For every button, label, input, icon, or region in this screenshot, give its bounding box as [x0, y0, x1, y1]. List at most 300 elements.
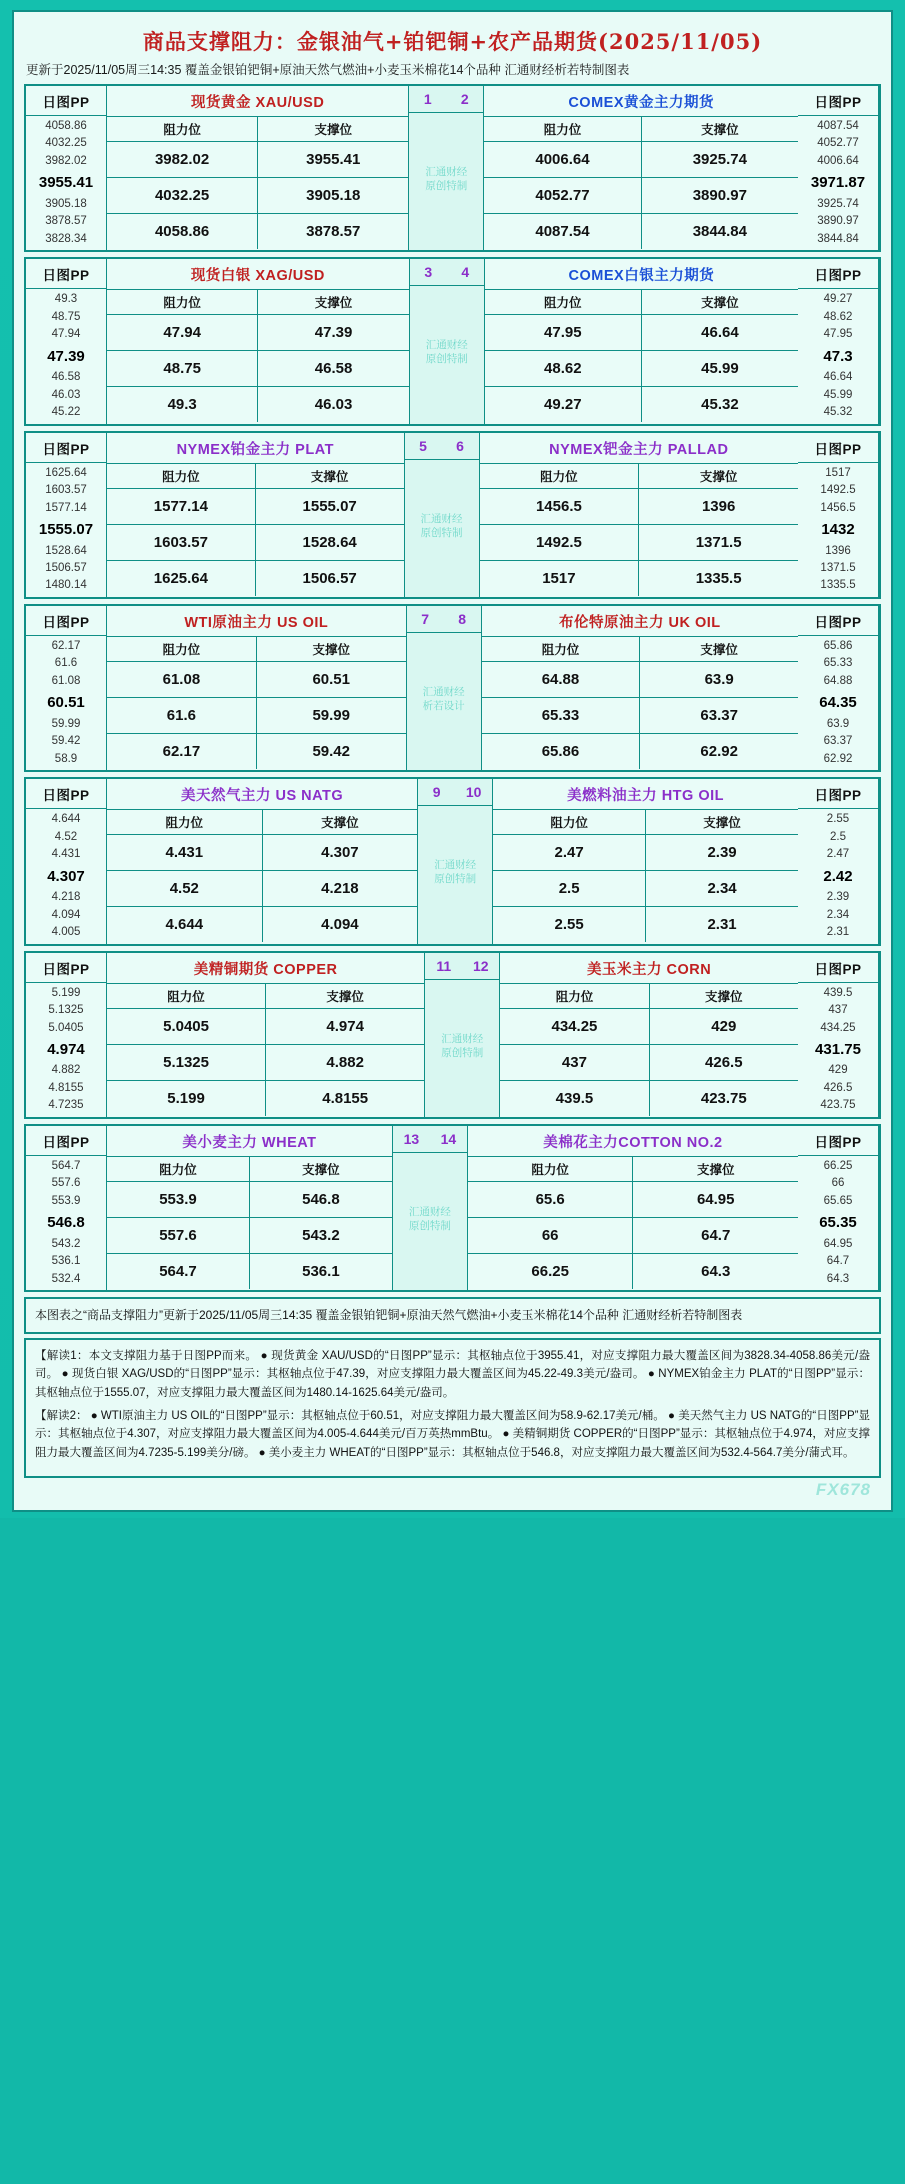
- index-column: [392, 1126, 468, 1290]
- table-row: [107, 142, 408, 178]
- pp-level: 49.3: [54, 293, 78, 306]
- pp-level: 64.95: [823, 1237, 853, 1250]
- resistance-header: 阻力位: [107, 1157, 250, 1181]
- resistance-header: 阻力位: [107, 117, 258, 141]
- resistance-header: 阻力位: [468, 1157, 634, 1181]
- pp-level: 434.25: [820, 1021, 856, 1034]
- support-value: 3844.84: [692, 223, 747, 240]
- instrument-block: [24, 257, 881, 425]
- support-header: 支撑位: [701, 296, 739, 311]
- watermark-fx678: FX678: [815, 1480, 871, 1500]
- instrument-name: 美天然气主力 US NATG: [107, 779, 417, 810]
- pp-header: 日图PP: [798, 779, 878, 809]
- table-row: [107, 734, 406, 769]
- blocks-container: [24, 84, 881, 1292]
- instrument-name: 布伦特原油主力 UK OIL: [482, 606, 798, 637]
- table-row: [107, 1218, 392, 1254]
- table-row: [107, 315, 409, 351]
- panel-index-left: 1: [423, 91, 432, 107]
- pp-level: 45.22: [51, 406, 81, 419]
- table-row: [485, 387, 798, 422]
- pp-level: 65.86: [823, 639, 853, 652]
- pp-level: 3905.18: [45, 197, 87, 210]
- resistance-value: 66.25: [468, 1254, 634, 1289]
- support-header: 支撑位: [314, 123, 352, 137]
- table-row: [493, 871, 798, 907]
- resistance-value: 2.5: [493, 871, 646, 907]
- pp-level: 2.34: [826, 908, 850, 921]
- pp-header: 日图PP: [798, 953, 878, 983]
- pp-level: 4.005: [51, 926, 81, 939]
- support-header: 支撑位: [314, 296, 353, 311]
- pp-level: 2.31: [826, 926, 850, 939]
- pp-level: 429: [828, 1064, 848, 1077]
- pp-level: 61.6: [54, 657, 78, 670]
- support-value: 45.32: [701, 396, 739, 414]
- pp-level: 64.7: [826, 1255, 850, 1268]
- pp-level: 437: [828, 1004, 848, 1017]
- table-row: [107, 698, 406, 734]
- support-value: 546.8: [250, 1182, 392, 1218]
- support-header: 支撑位: [326, 989, 364, 1004]
- pp-level: 63.37: [823, 735, 853, 748]
- support-value: 3925.74: [642, 142, 798, 178]
- table-row: [468, 1182, 798, 1218]
- table-row: [107, 351, 409, 387]
- instrument-name: 美玉米主力 CORN: [500, 953, 798, 984]
- table-row: [485, 315, 798, 351]
- resistance-value: 4087.54: [484, 214, 641, 249]
- pp-level: 65.33: [823, 657, 853, 670]
- index-column: [417, 779, 493, 943]
- resistance-value: 3982.02: [107, 142, 258, 178]
- pp-level: 3844.84: [817, 232, 859, 245]
- support-header: 支撑位: [700, 642, 738, 657]
- pivot-value: 431.75: [815, 1040, 861, 1058]
- support-value: 63.9: [640, 662, 798, 698]
- panel-index-right: 4: [461, 264, 470, 281]
- table-row: [484, 142, 798, 178]
- support-value: 2.39: [646, 835, 798, 871]
- pp-level: 426.5: [823, 1081, 853, 1094]
- pp-level: 1371.5: [820, 562, 856, 574]
- instrument-name: 美燃料油主力 HTG OIL: [493, 779, 798, 810]
- pivot-point-column: [798, 1126, 879, 1290]
- resistance-value: 4032.25: [107, 178, 258, 214]
- pivot-value: 1555.07: [38, 521, 94, 539]
- table-row: [484, 178, 798, 214]
- resistance-value: 62.17: [107, 734, 257, 769]
- table-row: [500, 1081, 798, 1116]
- support-value: 426.5: [650, 1045, 798, 1081]
- support-header: 支撑位: [701, 123, 739, 137]
- resistance-value: 49.3: [107, 387, 258, 422]
- instrument-panel: [485, 259, 798, 423]
- instrument-block: [24, 1124, 881, 1292]
- pp-level: 536.1: [51, 1255, 81, 1268]
- support-value: 45.99: [642, 351, 798, 387]
- resistance-header: 阻力位: [482, 637, 641, 661]
- support-value: 3878.57: [306, 223, 361, 240]
- resistance-header: 阻力位: [493, 810, 646, 834]
- resistance-value: 49.27: [485, 387, 642, 422]
- pp-level: 4.52: [54, 830, 78, 843]
- pivot-point-column: [798, 86, 879, 250]
- support-value: 543.2: [250, 1218, 392, 1254]
- block-watermark: [405, 460, 479, 540]
- pp-level: 423.75: [820, 1099, 856, 1112]
- index-column: [424, 953, 500, 1117]
- pp-level: 4.882: [51, 1064, 81, 1077]
- support-value: 4.8155: [322, 1089, 369, 1107]
- instrument-panel: [107, 86, 408, 250]
- table-row: [107, 1254, 392, 1289]
- resistance-header: 阻力位: [107, 984, 266, 1008]
- support-value: 1555.07: [256, 489, 404, 525]
- support-value: 64.7: [633, 1218, 798, 1254]
- pp-level: 1396: [825, 544, 851, 557]
- panel-index-right: 14: [440, 1130, 457, 1147]
- pp-level: 61.08: [51, 674, 81, 687]
- watermark-line: 原创特制: [425, 353, 468, 366]
- table-row: [484, 214, 798, 249]
- support-value: 4.094: [321, 916, 359, 934]
- watermark-line: 汇通财经: [434, 859, 477, 872]
- pp-level: 65.65: [823, 1194, 853, 1207]
- pp-level: 4.431: [51, 848, 81, 861]
- resistance-header: 阻力位: [107, 464, 256, 488]
- block-watermark: [425, 980, 499, 1060]
- panel-index-left: 11: [436, 957, 452, 974]
- pp-level: 47.95: [823, 328, 853, 341]
- support-value: 2.34: [646, 871, 798, 907]
- resistance-value: 5.0405: [107, 1009, 266, 1045]
- instrument-block: [24, 777, 881, 945]
- pp-level: 3925.74: [817, 197, 859, 210]
- resistance-value: 564.7: [107, 1254, 250, 1289]
- pivot-value: 47.3: [823, 347, 853, 365]
- table-row: [107, 907, 417, 942]
- resistance-value: 65.86: [482, 734, 641, 769]
- table-row: [107, 835, 417, 871]
- block-watermark: [409, 113, 483, 193]
- support-header: 支撑位: [310, 469, 349, 484]
- instrument-panel: [107, 433, 404, 597]
- instrument-name: 美精铜期货 COPPER: [107, 953, 424, 984]
- support-value: 1371.5: [639, 525, 798, 561]
- resistance-value: 65.33: [482, 698, 641, 734]
- instrument-panel: [493, 779, 798, 943]
- table-row: [500, 1009, 798, 1045]
- pivot-value: 2.42: [823, 867, 853, 885]
- pivot-point-column: [798, 606, 879, 770]
- notes-box: [24, 1338, 881, 1478]
- pp-level: 1506.57: [45, 562, 87, 574]
- pp-level: 4.644: [51, 813, 81, 826]
- watermark-line: 汇通财经: [420, 512, 463, 525]
- table-row: [493, 907, 798, 942]
- pivot-value: 4.307: [47, 867, 85, 885]
- pp-level: 5.1325: [48, 1004, 84, 1017]
- support-header: 支撑位: [321, 816, 359, 831]
- resistance-value: 61.6: [107, 698, 257, 734]
- table-row: [107, 178, 408, 214]
- pp-level: 48.75: [51, 310, 81, 323]
- resistance-value: 66: [468, 1218, 634, 1254]
- watermark-line: 原创特制: [420, 526, 463, 539]
- support-value: 62.92: [700, 742, 738, 760]
- support-value: 64.95: [633, 1182, 798, 1218]
- resistance-header: 阻力位: [107, 810, 263, 834]
- panel-index-left: 3: [424, 264, 433, 281]
- table-row: [107, 525, 404, 561]
- pp-level: 59.99: [51, 717, 81, 730]
- pp-level: 553.9: [51, 1194, 81, 1207]
- resistance-value: 437: [500, 1045, 649, 1081]
- table-row: [480, 525, 798, 561]
- instrument-name: WTI原油主力 US OIL: [107, 606, 406, 637]
- panel-index-left: 9: [432, 784, 441, 801]
- pp-header: 日图PP: [26, 1126, 106, 1156]
- pp-level: 5.0405: [48, 1021, 84, 1034]
- resistance-header: 阻力位: [480, 464, 640, 488]
- support-value: 63.37: [640, 698, 798, 734]
- panel-index-left: 5: [419, 437, 427, 454]
- pp-level: 532.4: [51, 1272, 81, 1285]
- support-value: 47.39: [258, 315, 408, 351]
- instrument-block: [24, 84, 881, 252]
- table-row: [493, 835, 798, 871]
- support-value: 4.974: [266, 1009, 424, 1045]
- panel-index-right: 2: [460, 91, 469, 107]
- pivot-point-column: [26, 259, 107, 423]
- table-row: [482, 698, 798, 734]
- support-header: 支撑位: [705, 989, 743, 1004]
- watermark-line: 汇通财经: [425, 166, 468, 178]
- pp-level: 4.094: [51, 908, 81, 921]
- instrument-name: 美棉花主力COTTON NO.2: [468, 1126, 798, 1157]
- resistance-value: 4.644: [107, 907, 263, 942]
- resistance-header: 阻力位: [107, 637, 257, 661]
- resistance-value: 2.55: [493, 907, 646, 942]
- pp-level: 59.42: [51, 735, 81, 748]
- support-value: 2.31: [707, 916, 737, 934]
- pp-level: 1528.64: [45, 544, 87, 557]
- instrument-name: COMEX黄金主力期货: [484, 86, 798, 117]
- table-row: [468, 1218, 798, 1254]
- pp-level: 66.25: [823, 1159, 853, 1172]
- table-row: [107, 871, 417, 907]
- pp-header: 日图PP: [26, 433, 106, 463]
- table-row: [107, 1081, 424, 1116]
- watermark-line: 汇通财经: [441, 1032, 484, 1045]
- pp-level: 47.94: [51, 328, 81, 341]
- pp-level: 3982.02: [45, 154, 87, 167]
- pp-level: 4032.25: [45, 137, 87, 150]
- resistance-value: 5.199: [107, 1081, 266, 1116]
- pp-level: 4052.77: [817, 137, 859, 150]
- pp-level: 2.5: [830, 830, 846, 843]
- resistance-value: 1603.57: [107, 525, 256, 561]
- resistance-value: 1625.64: [107, 561, 256, 596]
- block-watermark: [407, 633, 481, 713]
- pp-level: 1492.5: [820, 484, 856, 497]
- resistance-value: 48.62: [485, 351, 642, 387]
- pp-level: 62.92: [823, 752, 853, 765]
- support-value: 1335.5: [695, 569, 742, 587]
- instrument-panel: [107, 1126, 392, 1290]
- instrument-panel: [107, 953, 424, 1117]
- support-value: 46.03: [314, 396, 353, 414]
- pivot-point-column: [798, 953, 879, 1117]
- block-watermark: [393, 1153, 467, 1233]
- block-watermark: [410, 286, 484, 366]
- footnote: 本图表之“商品支撑阻力”更新于2025/11/05周三14:35 覆盖金银铂钯铜+原油天然气燃油+小麦玉米棉花14个品种 汇通财经析若特制图表: [24, 1297, 881, 1334]
- pp-level: 1603.57: [45, 484, 87, 497]
- instrument-name: 现货白银 XAG/USD: [107, 259, 409, 290]
- resistance-value: 4052.77: [484, 178, 641, 214]
- resistance-value: 1492.5: [480, 525, 640, 561]
- watermark-line: 析若设计: [422, 700, 465, 713]
- pp-header: 日图PP: [798, 86, 878, 116]
- resistance-value: 48.75: [107, 351, 258, 387]
- resistance-value: 557.6: [107, 1218, 250, 1254]
- pp-level: 2.39: [826, 891, 850, 904]
- support-header: 支撑位: [302, 1162, 340, 1177]
- resistance-value: 4058.86: [107, 214, 258, 249]
- pp-level: 3828.34: [45, 232, 87, 245]
- pp-header: 日图PP: [26, 953, 106, 983]
- pp-level: 5.199: [51, 986, 81, 999]
- table-row: [107, 214, 408, 249]
- table-row: [500, 1045, 798, 1081]
- pivot-value: 3971.87: [810, 174, 866, 192]
- index-column: [406, 606, 482, 770]
- instrument-name: 现货黄金 XAU/USD: [107, 86, 408, 117]
- pivot-value: 4.974: [47, 1040, 85, 1058]
- resistance-header: 阻力位: [484, 117, 641, 141]
- pp-level: 543.2: [51, 1237, 81, 1250]
- instrument-panel: [107, 779, 417, 943]
- pp-level: 46.58: [51, 371, 81, 384]
- support-value: 59.99: [257, 698, 406, 734]
- table-row: [107, 1182, 392, 1218]
- pp-level: 48.62: [823, 310, 853, 323]
- pivot-point-column: [798, 779, 879, 943]
- support-value: 536.1: [302, 1262, 340, 1280]
- pp-level: 64.88: [823, 674, 853, 687]
- block-watermark: [418, 806, 492, 886]
- support-value: 3890.97: [642, 178, 798, 214]
- note-1: 【解读1：本文支撑阻力基于日图PP而来。 ● 现货黄金 XAU/USD的“日图PP”显示：其枢轴点位于3955.41，对应支撑阻力最大覆盖区间为3828.34-4058.86美元/盎司。 ● 现货白银 XAG/USD的“日图PP”显示：其枢轴点位于47.39，对应支撑阻力最大覆盖区间为45.22-49.3美元/盎司。 ● NYMEX铂金主力 PLAT的“日图PP”显示：其枢轴点位于1555.07，对应支撑阻力最大覆盖区间为1480.14-1625.64美元/盎司。: [35, 1349, 870, 1399]
- pp-level: 66: [831, 1177, 845, 1190]
- table-row: [107, 662, 406, 698]
- resistance-value: 64.88: [482, 662, 641, 698]
- pivot-value: 60.51: [47, 694, 85, 712]
- pp-level: 1517: [825, 466, 851, 479]
- resistance-value: 61.08: [107, 662, 257, 698]
- instrument-panel: [500, 953, 798, 1117]
- pp-header: 日图PP: [26, 86, 106, 116]
- table-row: [468, 1254, 798, 1289]
- pp-header: 日图PP: [798, 606, 878, 636]
- watermark-line: 汇通财经: [422, 685, 465, 698]
- resistance-header: 阻力位: [500, 984, 649, 1008]
- pivot-point-column: [26, 86, 107, 250]
- table-row: [107, 489, 404, 525]
- table-row: [485, 351, 798, 387]
- pp-level: 3890.97: [817, 215, 859, 228]
- pivot-value: 64.35: [819, 694, 857, 712]
- instrument-panel: [480, 433, 798, 597]
- pivot-point-column: [798, 433, 879, 597]
- support-value: 3905.18: [258, 178, 408, 214]
- report-sheet: [12, 10, 893, 1512]
- instrument-panel: [484, 86, 798, 250]
- pp-level: 3878.57: [45, 215, 87, 228]
- pivot-value: 47.39: [47, 347, 85, 365]
- pp-level: 1577.14: [45, 501, 87, 514]
- support-value: 4.882: [266, 1045, 424, 1081]
- support-value: 1396: [639, 489, 798, 525]
- resistance-value: 1456.5: [480, 489, 640, 525]
- pp-level: 4006.64: [817, 154, 859, 167]
- support-value: 4.307: [263, 835, 418, 871]
- index-column: [409, 259, 485, 423]
- instrument-panel: [482, 606, 798, 770]
- resistance-value: 553.9: [107, 1182, 250, 1218]
- index-column: [404, 433, 480, 597]
- support-header: 支撑位: [703, 816, 741, 831]
- table-row: [482, 734, 798, 769]
- watermark-line: 原创特制: [441, 1046, 484, 1059]
- support-value: 46.64: [642, 315, 798, 351]
- pp-level: 4.8155: [48, 1081, 84, 1094]
- pp-level: 564.7: [51, 1159, 81, 1172]
- instrument-block: [24, 951, 881, 1119]
- page-title: 商品支撑阻力：金银油气+铂钯铜+农产品期货(2025/11/05): [142, 29, 763, 54]
- support-value: 429: [650, 1009, 798, 1045]
- resistance-value: 47.95: [485, 315, 642, 351]
- pp-header: 日图PP: [798, 259, 878, 289]
- support-value: 3955.41: [258, 142, 408, 178]
- pivot-value: 1432: [821, 521, 855, 539]
- pp-level: 46.03: [51, 388, 81, 401]
- instrument-panel: [107, 259, 409, 423]
- support-value: 1528.64: [256, 525, 404, 561]
- pivot-point-column: [26, 953, 107, 1117]
- pp-level: 45.32: [823, 406, 853, 419]
- instrument-panel: [468, 1126, 798, 1290]
- instrument-name: NYMEX铂金主力 PLAT: [107, 433, 404, 464]
- support-value: 4.218: [263, 871, 418, 907]
- support-value: 60.51: [257, 662, 406, 698]
- panel-index-left: 13: [403, 1130, 420, 1147]
- watermark-line: 汇通财经: [408, 1205, 451, 1218]
- resistance-value: 65.6: [468, 1182, 634, 1218]
- resistance-value: 434.25: [500, 1009, 649, 1045]
- support-value: 423.75: [700, 1089, 747, 1107]
- panel-index-right: 10: [465, 784, 482, 801]
- support-header: 支撑位: [696, 1162, 735, 1177]
- instrument-name: 美小麦主力 WHEAT: [107, 1126, 392, 1157]
- resistance-header: 阻力位: [485, 290, 642, 314]
- pivot-point-column: [26, 779, 107, 943]
- resistance-value: 47.94: [107, 315, 258, 351]
- pp-level: 46.64: [823, 371, 853, 384]
- pp-level: 45.99: [823, 388, 853, 401]
- panel-index-right: 12: [472, 957, 489, 974]
